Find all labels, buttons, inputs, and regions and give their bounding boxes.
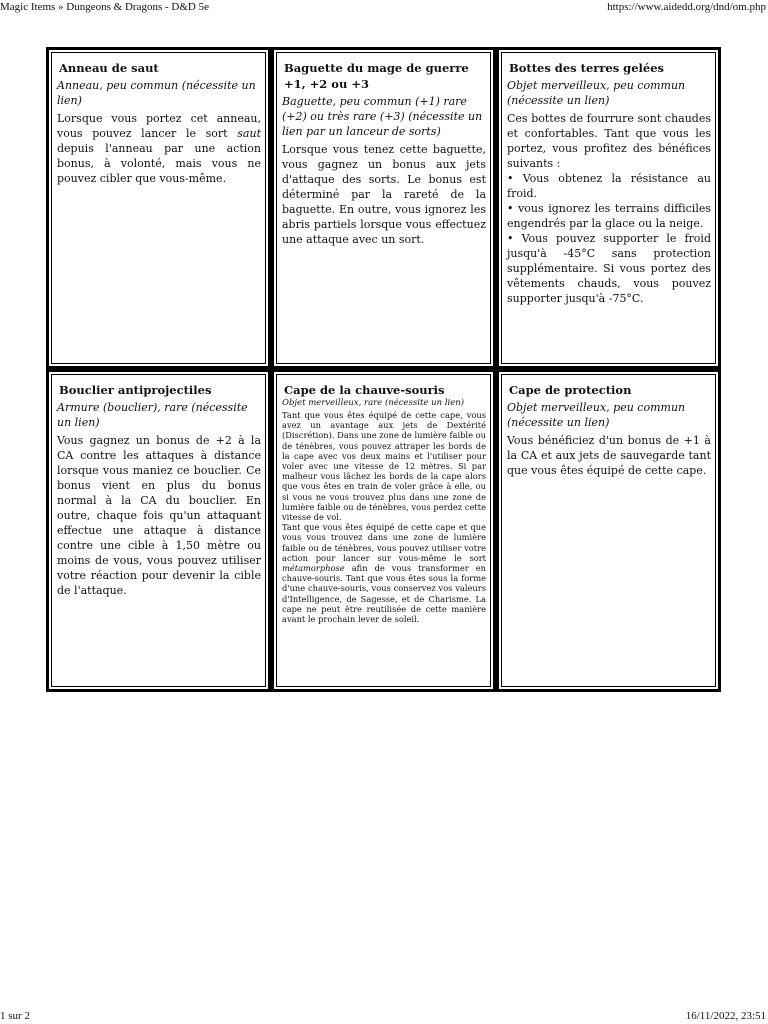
page-footer-pagination: 1 sur 2 (0, 1010, 30, 1022)
card-body-text: afin de vous transformer en chauve-souris. Tant que vous êtes sous la forme d'une chauve-souris, vous conservez vos valeurs d'Intelligence, de Sagesse, et de Charisme. La cape ne peut être reutilisée de cette manière avant le prochain lever de soleil. (282, 563, 486, 625)
card-bullet: • vous ignorez les terrains difficiles engendrés par la glace ou la neige. (507, 202, 711, 230)
card-subtitle: Objet merveilleux, rare (nécessite un lien) (282, 398, 465, 408)
card-subtitle: Objet merveilleux, peu commun (nécessite un lien) (507, 401, 686, 429)
page-footer-timestamp: 16/11/2022, 23:51 (685, 1010, 766, 1022)
card-bottes-terres-gelees (496, 47, 721, 369)
card-bouclier-antiprojectiles (46, 369, 271, 692)
card-body-text: Lorsque vous portez cet anneau, vous pouvez lancer le sort (57, 112, 261, 140)
card-subtitle: Baguette, peu commun (+1) rare (+2) ou très rare (+3) (nécessite un lien par un lanceur de sorts) (282, 95, 483, 138)
card-subtitle: Armure (bouclier), rare (nécessite un lien) (57, 401, 248, 429)
card-title: Bottes des terres gelées (509, 61, 665, 75)
page-header-title: Magic Items » Dungeons & Dragons - D&D 5e (0, 1, 209, 13)
card-subtitle: Objet merveilleux, peu commun (nécessite un lien) (507, 79, 686, 107)
card-body (57, 111, 261, 186)
card-title: Baguette du mage de guerre +1, +2 ou +3 (284, 61, 469, 91)
card-bullet: • Vous pouvez supporter le froid jusqu'à -45°C sans protection supplémentaire. Si vous portez des vêtements chauds, vous pouvez supporter jusqu'à -75°C. (507, 232, 711, 305)
card-cape-chauve-souris (271, 369, 496, 692)
card-title: Cape de la chauve-souris (284, 383, 445, 397)
card-grid (46, 47, 721, 692)
card-body (507, 111, 711, 306)
card-body: Lorsque vous tenez cette baguette, vous gagnez un bonus aux jets d'attaque des sorts. Le bonus est déterminé par la rareté de la baguette. En outre, vous ignorez les abris partiels lorsque vous effectuez une attaque avec un sort. (282, 143, 486, 246)
card-bullet: • Vous obtenez la résistance au froid. (507, 172, 711, 200)
card-body-text: depuis l'anneau par une action bonus, à volonté, mais vous ne pouvez cibler que vous-même. (57, 142, 261, 185)
card-cape-de-protection (496, 369, 721, 692)
card-anneau-de-saut (46, 47, 271, 369)
card-title: Bouclier antiprojectiles (59, 383, 212, 397)
card-body (282, 410, 486, 624)
card-title: Cape de protection (509, 383, 632, 397)
card-body-text (282, 522, 486, 624)
card-body: Vous bénéficiez d'un bonus de +1 à la CA et aux jets de sauvegarde tant que vous êtes équipé de cette cape. (507, 434, 711, 477)
card-body-spell: saut (237, 127, 261, 140)
card-baguette-mage-de-guerre (271, 47, 496, 369)
card-body-text: Tant que vous êtes équipé de cette cape et que vous vous trouvez dans une zone de lumière faible ou de ténèbres, vous pouvez utiliser votre action pour lancer sur vous-même le sort (282, 522, 486, 563)
card-body-spell: métamorphose (282, 563, 345, 574)
card-body: Vous gagnez un bonus de +2 à la CA contre les attaques à distance lorsque vous maniez ce bouclier. Ce bonus vient en plus du bonus normal à la CA du bouclier. En outre, chaque fois qu'un attaquant effectue une attaque à distance contre une cible à 1,50 mètre ou moins de vous, vous pouvez utiliser votre réaction pour devenir la cible de l'attaque. (57, 434, 261, 597)
card-subtitle: Anneau, peu commun (nécessite un lien) (57, 79, 256, 107)
page-header-url: https://www.aidedd.org/dnd/om.php (607, 1, 766, 13)
card-body-text: Tant que vous êtes équipé de cette cape, vous avez un avantage aux jets de Dextérité (Discrétion). Dans une zone de lumière faible ou de ténèbres, vous pouvez attraper les bords de la cape avec vos deux mains et l'utiliser pour voler avec une vitesse de 12 mètres. Si par malheur vous lâchez les bords de la cape alors que vous êtes en train de voler grâce à elle, ou si vous ne vous trouvez plus dans une zone de lumière faible ou de ténèbres, vous perdez cette vitesse de vol. (282, 410, 486, 523)
card-body-text: Ces bottes de fourrure sont chaudes et confortables. Tant que vous les portez, vous profitez des bénéfices suivants : (507, 112, 711, 170)
card-title: Anneau de saut (59, 61, 159, 75)
